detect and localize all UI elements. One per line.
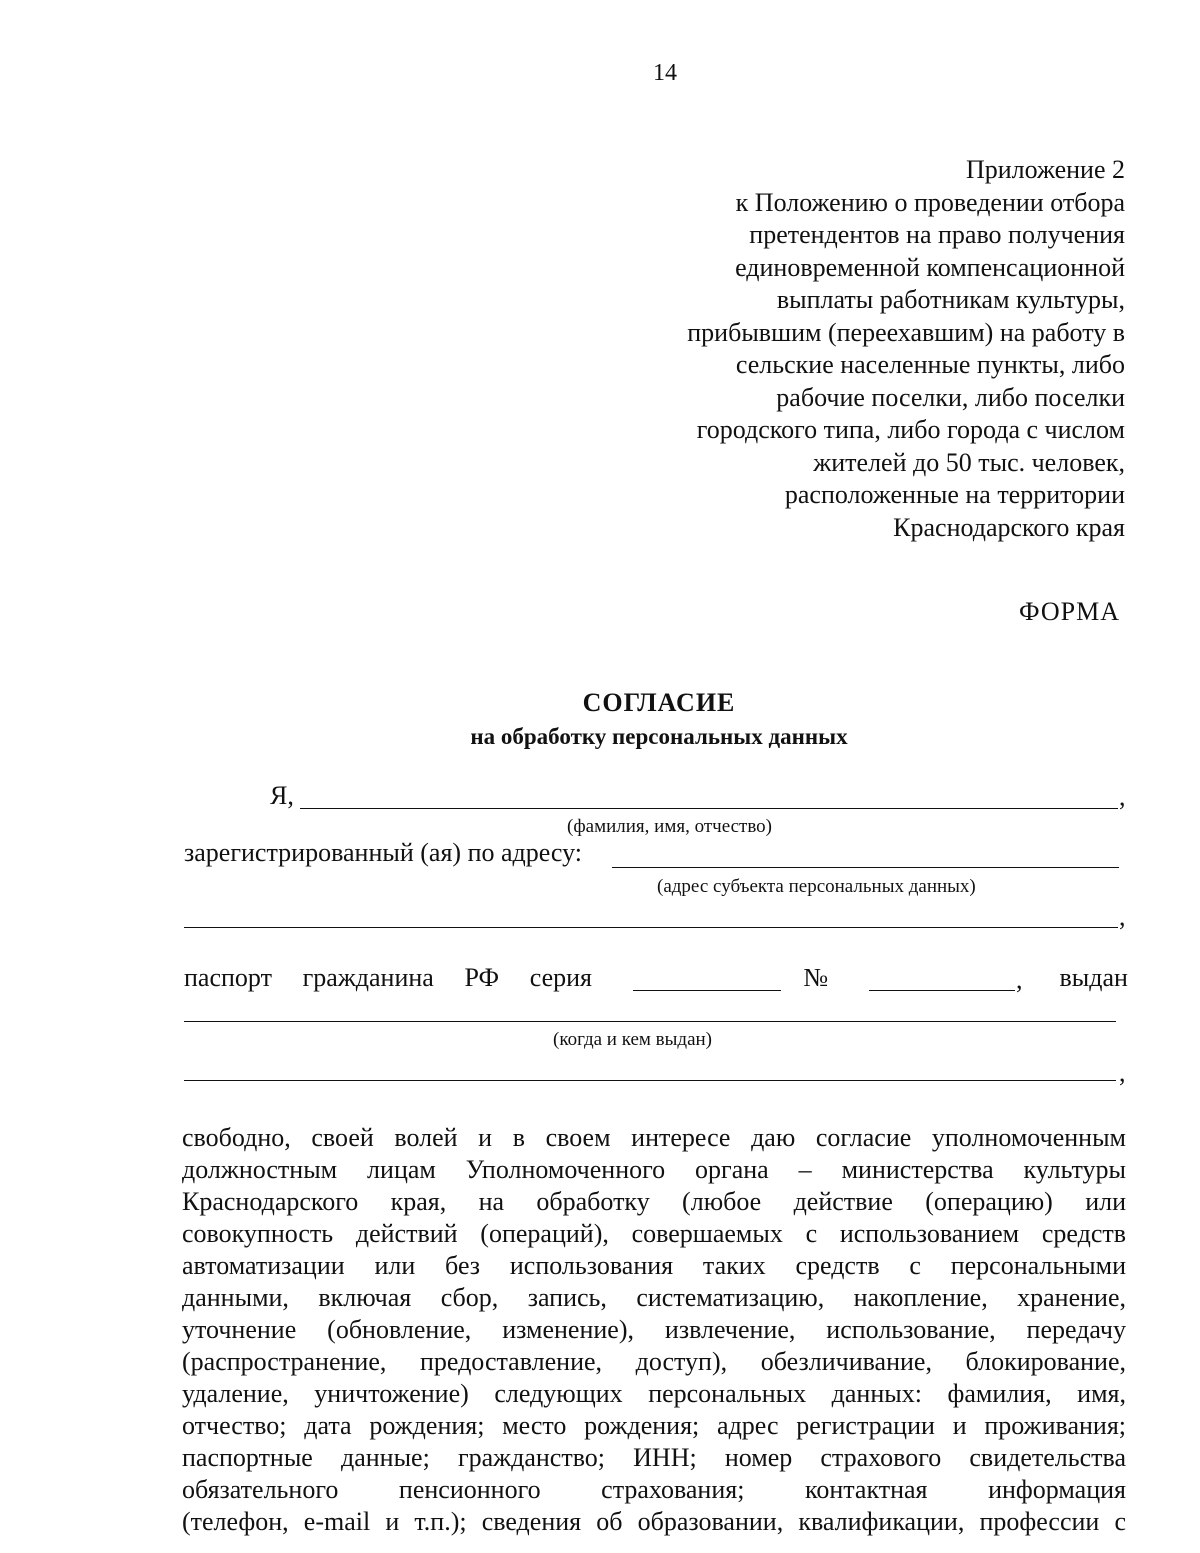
body-line: отчество; дата рождения; место рождения; адрес регистрации и проживания; [182, 1411, 1126, 1440]
comma: , [1119, 782, 1126, 811]
address-input-line[interactable] [612, 867, 1119, 868]
body-line: уточнение (обновление, изменение), извлечение, использование, передачу [182, 1315, 1126, 1344]
body-line: данными, включая сбор, запись, систематизацию, накопление, хранение, [182, 1283, 1126, 1312]
series-input-line-slot [623, 963, 773, 993]
i-label: Я, [270, 781, 294, 810]
appendix-line: сельские населенные пункты, либо [735, 350, 1125, 379]
body-line: (телефон, e-mail и т.п.); сведения об образовании, квалификации, профессии с [182, 1507, 1126, 1536]
issued-continuation-line[interactable] [184, 1080, 1116, 1081]
issued-label: выдан [1059, 963, 1128, 992]
passport-word: гражданина [302, 963, 434, 992]
body-line: удаление, уничтожение) следующих персональных данных: фамилия, имя, [182, 1379, 1126, 1408]
passport-word: серия [529, 963, 593, 992]
appendix-line: выплаты работникам культуры, [776, 285, 1125, 314]
fio-hint: (фамилия, имя, отчество) [567, 816, 773, 837]
comma: , [1016, 965, 1023, 994]
issued-hint: (когда и кем выдан) [553, 1029, 713, 1050]
appendix-header [687, 154, 1125, 544]
appendix-line: расположенные на территории [784, 480, 1125, 509]
appendix-line: Приложение 2 [965, 155, 1125, 184]
body-line: Краснодарского края, на обработку (любое действие (операцию) или [182, 1187, 1126, 1216]
number-input-line-slot [859, 963, 1029, 993]
appendix-line: к Положению о проведении отбора [735, 187, 1125, 217]
passport-row [184, 963, 1128, 993]
passport-word: паспорт [184, 963, 272, 992]
appendix-line: жителей до 50 тыс. человек, [813, 447, 1125, 477]
number-sign: № [803, 963, 829, 992]
passport-word: РФ [464, 963, 500, 992]
body-line: свободно, своей волей и в своем интересе даю согласие уполномоченным [182, 1123, 1126, 1152]
page-number: 14 [653, 60, 677, 86]
number-input-line[interactable] [869, 990, 1015, 991]
body-line: (распространение, предоставление, доступ), обезличивание, блокирование, [182, 1347, 1126, 1376]
comma: , [1119, 902, 1126, 931]
appendix-line: рабочие поселки, либо поселки [776, 382, 1125, 412]
comma: , [1119, 1058, 1126, 1087]
body-line: автоматизации или без использования таких средств с персональными [182, 1251, 1126, 1280]
form-label: ФОРМА [1019, 597, 1120, 626]
appendix-line: единовременной компенсационной [735, 252, 1125, 282]
appendix-line: городского типа, либо города с числом [696, 415, 1125, 444]
document-title: СОГЛАСИЕ [582, 688, 736, 717]
document-subtitle: на обработку персональных данных [470, 724, 848, 749]
body-line: обязательного пенсионного страхования; контактная информация [182, 1475, 1126, 1504]
appendix-line: претендентов на право получения [749, 220, 1125, 249]
appendix-line: прибывшим (переехавшим) на работу в [687, 317, 1125, 347]
registered-label: зарегистрированный (ая) по адресу: [184, 838, 583, 867]
fio-input-line[interactable] [300, 808, 1118, 809]
consent-body [182, 1122, 1126, 1538]
issued-input-line[interactable] [184, 1021, 1116, 1022]
address-hint: (адрес субъекта персональных данных) [657, 876, 976, 897]
address-continuation-line[interactable] [184, 927, 1118, 928]
series-input-line[interactable] [633, 990, 781, 991]
body-line: должностным лицам Уполномоченного органа – министерства культуры [182, 1155, 1126, 1184]
appendix-line: Краснодарского края [893, 512, 1125, 542]
body-line: совокупность действий (операций), совершаемых с использованием средств [182, 1219, 1126, 1248]
body-line: паспортные данные; гражданство; ИНН; номер страхового свидетельства [182, 1443, 1126, 1472]
